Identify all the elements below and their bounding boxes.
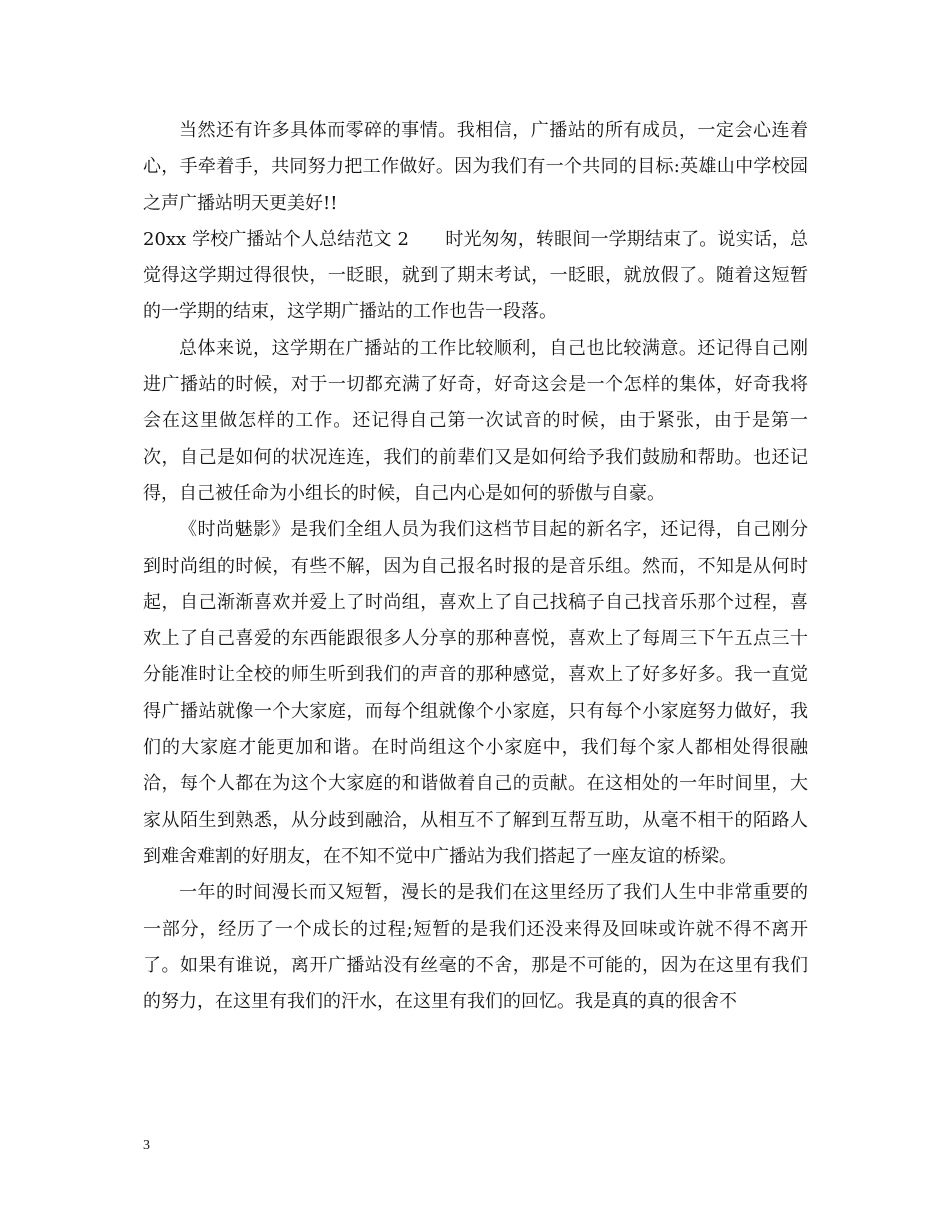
paragraph-3: 总体来说，这学期在广播站的工作比较顺利，自己也比较满意。还记得自己刚进广播站的时候，对于一切都充满了好奇，好奇这会是一个怎样的集体，好奇我将会在这里做怎样的工作。还记得自己第一次试音的时候，由于紧张，由于是第一次，自己是如何的状况连连，我们的前辈们又是如何给予我们鼓励和帮助。也还记得，自己被任命为小组长的时候，自己内心是如何的骄傲与自豪。 (143, 337, 808, 504)
paragraph-1: 当然还有许多具体而零碎的事情。我相信，广播站的所有成员，一定会心连着心，手牵着手，共同努力把工作做好。因为我们有一个共同的目标:英雄山中学校园之声广播站明天更美好!! (143, 120, 808, 214)
paragraph-5: 一年的时间漫长而又短暂，漫长的是我们在这里经历了我们人生中非常重要的一部分，经历了一个成长的过程;短暂的是我们还没来得及回味或许就不得不离开了。如果有谁说，离开广播站没有丝毫的不舍，那是不可能的，因为在这里有我们的努力，在这里有我们的汗水，在这里有我们的回忆。我是真的真的很舍不 (143, 882, 808, 1013)
body-text (143, 113, 808, 1020)
paragraph-2-heading-line: 20xx 学校广播站个人总结范文 2 时光匆匆，转眼间一学期结束了。说实话，总觉得这学期过得很快，一眨眼，就到了期末考试，一眨眼，就放假了。随着这短暂的一学期的结束，这学期广播站的工作也告一段落。 (143, 228, 808, 323)
paragraph-4: 《时尚魅影》是我们全组人员为我们这档节目起的新名字，还记得，自己刚分到时尚组的时候，有些不解，因为自己报名时报的是音乐组。然而，不知是从何时起，自己渐渐喜欢并爱上了时尚组，喜欢上了自己找稿子自己找音乐那个过程，喜欢上了自己喜爱的东西能跟很多人分享的那种喜悦，喜欢上了每周三下午五点三十分能准时让全校的师生听到我们的声音的那种感觉，喜欢上了好多好多。我一直觉得广播站就像一个大家庭，而每个组就像个小家庭，只有每个小家庭努力做好，我们的大家庭才能更加和谐。在时尚组这个小家庭中，我们每个家人都相处得很融洽，每个人都在为这个大家庭的和谐做着自己的贡献。在这相处的一年时间里，大家从陌生到熟悉，从分歧到融洽，从相互不了解到互帮互助，从毫不相干的陌路人到难舍难割的好朋友，在不知不觉中广播站为我们搭起了一座友谊的桥梁。 (143, 519, 808, 867)
page-number: 3 (143, 1138, 150, 1153)
